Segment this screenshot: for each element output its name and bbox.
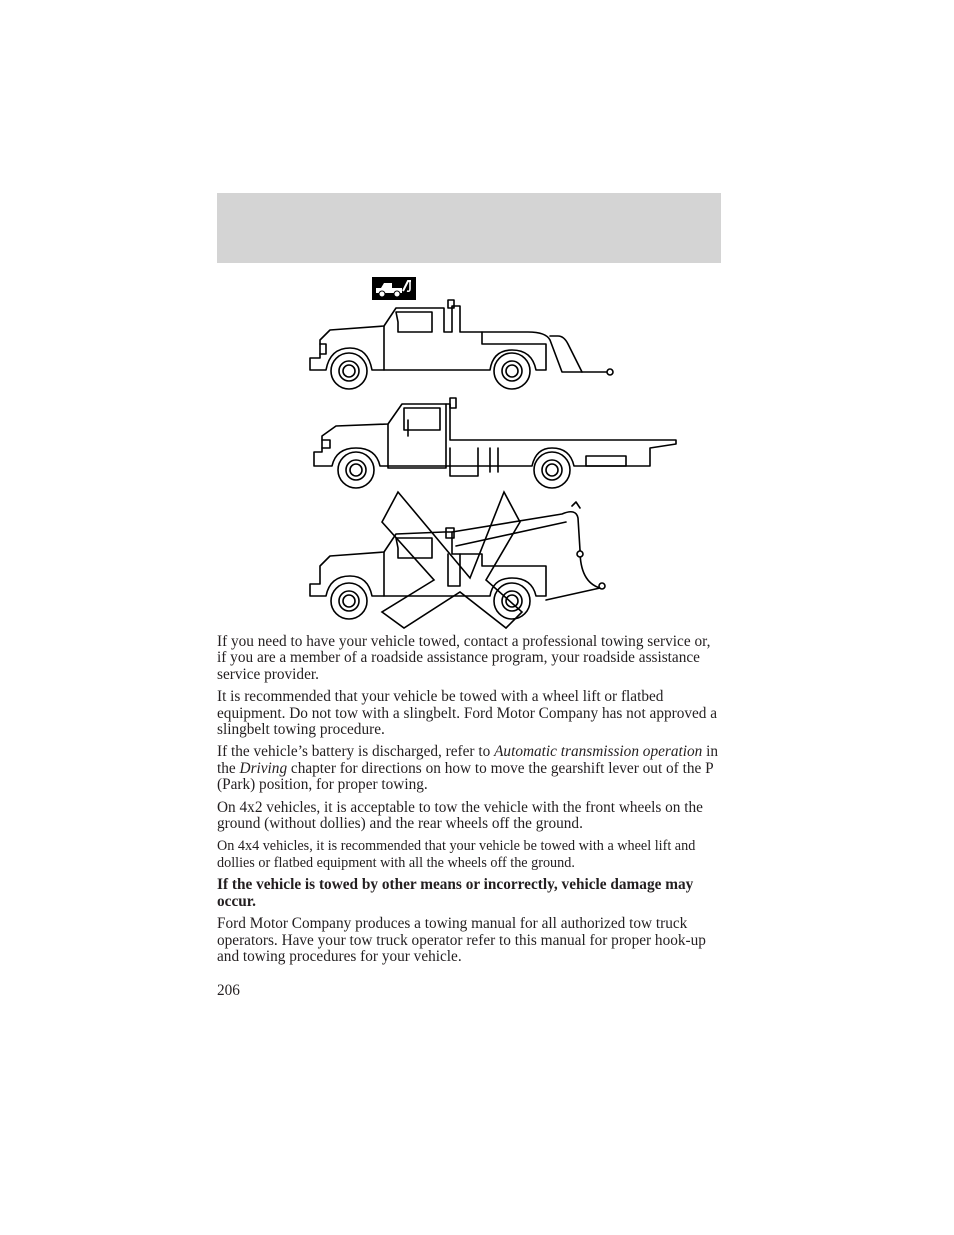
towing-illustrations (300, 296, 690, 632)
text-run: chapter for directions on how to move the gearshift lever out of the P (Park) position, for proper towing. (217, 759, 714, 794)
prohibition-cross-mark (382, 492, 522, 628)
paragraph-4x4-towing: On 4x4 vehicles, it is recommended that your vehicle be towed with a wheel lift and dollies or flatbed equipment with all the wheels off the ground. (217, 838, 696, 871)
reference-driving-chapter: Driving (239, 759, 288, 777)
text-run: in the (217, 743, 719, 777)
section-header-band (217, 193, 721, 263)
text-run: If the vehicle’s battery is discharged, refer to (217, 743, 495, 761)
body-text (217, 634, 723, 971)
paragraph-recommended-equipment: It is recommended that your vehicle be towed with a wheel lift or flatbed equipment. Do not tow with a slingbelt. Ford Motor Company has not approved a slingbelt towing procedure. (217, 688, 718, 739)
paragraph-4x2-towing: On 4x2 vehicles, it is acceptable to tow the vehicle with the front wheels on the ground (without dollies) and the rear wheels off the ground. (217, 798, 703, 833)
wheel-lift-tow-truck (310, 300, 613, 389)
warning-towing-damage: If the vehicle is towed by other means or incorrectly, vehicle damage may occur. (217, 876, 694, 910)
paragraph-towing-contact: If you need to have your vehicle towed, contact a professional towing service or, if you are a member of a roadside assistance program, your roadside assistance service provider. (217, 633, 711, 683)
paragraph-towing-manual: Ford Motor Company produces a towing manual for all authorized tow truck operators. Have your tow truck operator refer to this manual for proper hook-up and towing procedures for your vehicle. (217, 915, 706, 965)
reference-automatic-transmission: Automatic transmission operation (494, 743, 703, 761)
page-number: 206 (217, 982, 240, 999)
flatbed-tow-truck (314, 398, 676, 488)
paragraph-battery-discharged (217, 744, 723, 793)
slingbelt-tow-truck-crossed-out (310, 502, 605, 619)
